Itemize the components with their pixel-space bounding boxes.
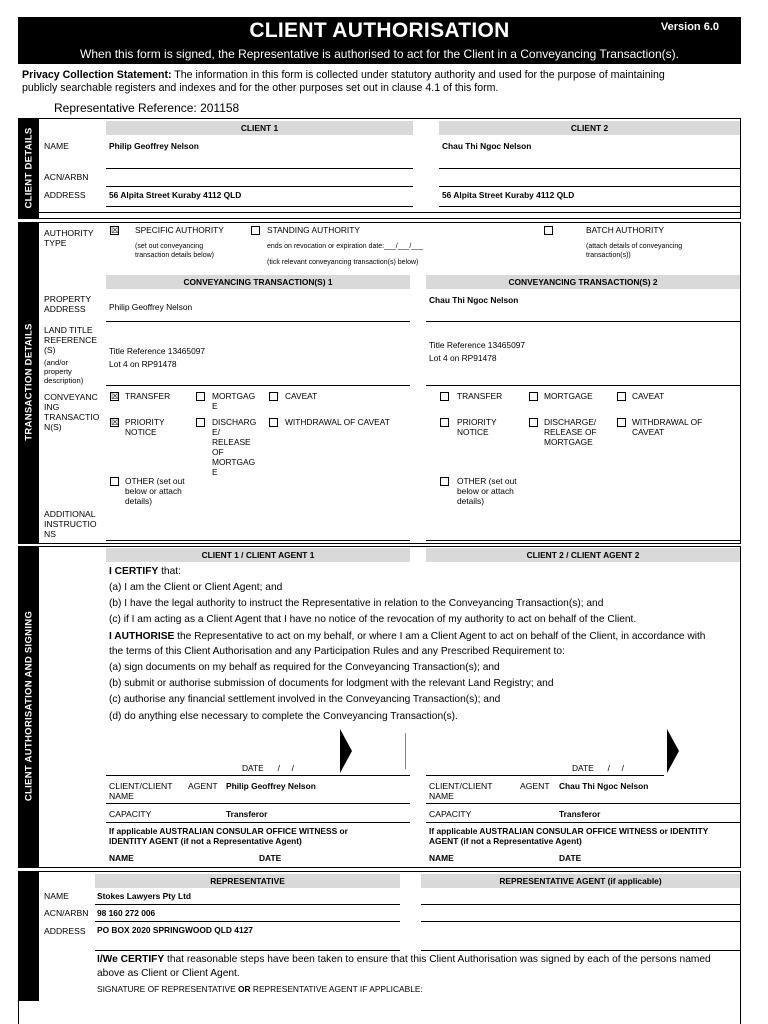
t1-discharge-checkbox[interactable]	[196, 418, 205, 427]
t1-transfer-label: TRANSFER	[125, 391, 171, 401]
t1-mortgage-checkbox[interactable]	[196, 392, 205, 401]
client2-header: CLIENT 2	[439, 121, 740, 135]
client-details-bar	[18, 118, 39, 219]
privacy-text: The information in this form is collected under statutory authority and used for the purpose of maintaining	[171, 69, 665, 81]
agent2-name-label: CLIENT/CLIENT AGENT NAME	[429, 781, 550, 801]
privacy-text-2: publicly searchable registers and indexes and for the other purposes set out in clause 4.1 of this form.	[22, 81, 499, 94]
client-details-label: CLIENT DETAILS	[23, 127, 34, 209]
t1-mortgage-label: MORTGAG E	[212, 391, 256, 411]
t1-other-label: OTHER (set out below or attach details)	[125, 476, 185, 506]
client1-name[interactable]: Philip Geoffrey Nelson	[109, 141, 199, 151]
client2-address[interactable]: 56 Alpita Street Kuraby 4112 QLD	[442, 190, 575, 200]
land-title-label: LAND TITLE REFERENCE (S)	[44, 325, 98, 355]
representative-name[interactable]: Stokes Lawyers Pty Ltd	[97, 891, 192, 901]
representative-agent-header: REPRESENTATIVE AGENT (if applicable)	[421, 874, 740, 888]
conveyancing-transactions-label: CONVEYANC ING TRANSACTIO N(S)	[44, 392, 100, 432]
signing-label: CLIENT AUTHORISATION AND SIGNING	[23, 610, 34, 802]
specific-authority-note: (set out conveyancing transaction details below)	[135, 243, 214, 259]
specific-authority-label: SPECIFIC AUTHORITY	[135, 225, 224, 235]
client-agent1-header: CLIENT 1 / CLIENT AGENT 1	[106, 548, 410, 562]
t1-caveat-label: CAVEAT	[285, 391, 318, 401]
agent1-date[interactable]: DATE / /	[242, 763, 294, 773]
transaction2-header: CONVEYANCING TRANSACTION(S) 2	[426, 275, 740, 289]
t1-transfer-checkbox[interactable]: ☒	[111, 391, 120, 401]
agent1-capacity[interactable]: Transferor	[226, 809, 268, 819]
privacy-statement	[22, 69, 738, 94]
transaction1-header: CONVEYANCING TRANSACTION(S) 1	[106, 275, 410, 289]
privacy-label: Privacy Collection Statement:	[22, 69, 172, 81]
t2-priority-checkbox[interactable]	[440, 418, 449, 427]
t2-priority-label: PRIORITY NOTICE	[457, 417, 497, 437]
agent2-capacity-label: CAPACITY	[429, 809, 472, 819]
witness1-date-label: DATE	[259, 853, 282, 863]
property-address-label: PROPERTY ADDRESS	[44, 294, 92, 314]
certify-item-a: (a) I am the Client or Client Agent; and	[109, 582, 283, 593]
representative-header: REPRESENTATIVE	[95, 874, 400, 888]
specific-authority-checkbox[interactable]: ☒	[111, 225, 120, 235]
witness1-name-label: NAME	[109, 853, 134, 863]
agent2-capacity[interactable]: Transferor	[559, 809, 601, 819]
witness2-name-label: NAME	[429, 853, 454, 863]
rep-acn-label: ACN/ARBN	[44, 908, 89, 918]
t1-other-checkbox[interactable]	[110, 477, 119, 486]
sign-here-arrow-2-icon	[667, 729, 679, 773]
certify-statement: I CERTIFY that:	[109, 566, 181, 577]
certify-item-c: (c) if I am acting as a Client Agent that I have no notice of the revocation of my authority to act on behalf of the Client.	[109, 614, 637, 625]
representative-reference: Representative Reference: 201158	[54, 101, 240, 115]
witness2-date-label: DATE	[559, 853, 582, 863]
client1-address[interactable]: 56 Alpita Street Kuraby 4112 QLD	[109, 190, 242, 200]
authorise-item-d: (d) do anything else necessary to complete the Conveyancing Transaction(s).	[109, 711, 458, 722]
land-title-sublabel: (and/or property description)	[44, 358, 84, 385]
agent2-witness-note: If applicable AUSTRALIAN CONSULAR OFFICE WITNESS or IDENTITY AGENT (if not a Representative Agent)	[429, 826, 709, 846]
t1-caveat-checkbox[interactable]	[269, 392, 278, 401]
agent1-capacity-label: CAPACITY	[109, 809, 152, 819]
address-label: ADDRESS	[44, 190, 86, 200]
t2-other-label: OTHER (set out below or attach details)	[457, 476, 517, 506]
name-label: NAME	[44, 141, 69, 151]
batch-authority-note: (attach details of conveyancing transaction(s))	[586, 243, 683, 259]
transaction1-property[interactable]: Philip Geoffrey Nelson	[109, 302, 193, 312]
batch-authority-label: BATCH AUTHORITY	[586, 225, 665, 235]
agent1-witness-note: If applicable AUSTRALIAN CONSULAR OFFICE WITNESS or IDENTITY AGENT (if not a Representative Agent)	[109, 826, 348, 846]
t1-withdrawal-checkbox[interactable]	[269, 418, 278, 427]
client1-header: CLIENT 1	[106, 121, 413, 135]
agent2-name[interactable]: Chau Thi Ngoc Nelson	[559, 781, 649, 791]
transaction2-land-title[interactable]: Title Reference 13465097 Lot 4 on RP91478	[429, 340, 526, 363]
batch-authority-checkbox[interactable]	[544, 226, 553, 235]
authority-type-label: AUTHORITY TYPE	[44, 228, 94, 248]
standing-authority-note: ends on revocation or expiration date:___/___/___	[267, 243, 424, 250]
authorise-item-a: (a) sign documents on my behalf as required for the Conveyancing Transaction(s); and	[109, 662, 500, 673]
t2-mortgage-label: MORTGAGE	[544, 391, 593, 401]
authorise-statement: I AUTHORISE the Representative to act on my behalf, or where I am a Client Agent to act on behalf of the Client, in accordance with	[109, 631, 706, 642]
form-header	[18, 17, 741, 64]
sign-here-arrow-1-icon	[340, 729, 352, 773]
form-subtitle: When this form is signed, the Representative is authorised to act for the Client in a Conveyancing Transaction(s).	[80, 47, 679, 61]
t1-priority-checkbox[interactable]: ☒	[111, 417, 120, 427]
rep-signature-label: SIGNATURE OF REPRESENTATIVE OR REPRESENTATIVE AGENT IF APPLICABLE:	[97, 984, 423, 994]
signing-bar	[18, 546, 39, 868]
transaction2-property[interactable]: Chau Thi Ngoc Nelson	[429, 295, 519, 305]
transaction1-land-title[interactable]: Title Reference 13465097 Lot 4 on RP91478	[109, 346, 206, 369]
standing-authority-note-2: (tick relevant conveyancing transaction(s) below)	[267, 259, 419, 266]
t2-withdrawal-label: WITHDRAWAL OF CAVEAT	[632, 417, 703, 437]
authorise-item-c: (c) authorise any financial settlement involved in the Conveyancing Transaction(s); and	[109, 694, 501, 705]
transaction-details-bar	[18, 222, 39, 544]
transaction-details-label: TRANSACTION DETAILS	[23, 323, 34, 441]
rep-certify-statement: I/We CERTIFY that reasonable steps have been taken to ensure that this Client Authorisation was signed by each of the persons named above as Client or Client Agent.	[97, 954, 711, 979]
additional-instructions-label: ADDITIONAL INSTRUCTIO NS	[44, 509, 97, 539]
agent1-name-label: CLIENT/CLIENT AGENT NAME	[109, 781, 218, 801]
representative-address[interactable]: PO BOX 2020 SPRINGWOOD QLD 4127	[97, 925, 253, 935]
t2-withdrawal-checkbox[interactable]	[617, 418, 626, 427]
acn-label: ACN/ARBN	[44, 172, 89, 182]
t1-withdrawal-label: WITHDRAWAL OF CAVEAT	[285, 417, 390, 427]
standing-authority-label: STANDING AUTHORITY	[267, 225, 360, 235]
t2-mortgage-checkbox[interactable]	[529, 392, 538, 401]
t2-discharge-checkbox[interactable]	[529, 418, 538, 427]
t1-discharge-label: DISCHARG E/ RELEASE OF MORTGAG E	[212, 417, 257, 477]
agent1-name[interactable]: Philip Geoffrey Nelson	[226, 781, 316, 791]
t2-discharge-label: DISCHARGE/ RELEASE OF MORTGAGE	[544, 417, 597, 447]
certify-item-b: (b) I have the legal authority to instruct the Representative in relation to the Conveyancing Transaction(s); and	[109, 598, 604, 609]
client-agent2-header: CLIENT 2 / CLIENT AGENT 2	[426, 548, 740, 562]
t2-caveat-label: CAVEAT	[632, 391, 665, 401]
form-title: CLIENT AUTHORISATION	[249, 19, 510, 42]
t2-other-checkbox[interactable]	[440, 477, 449, 486]
t2-caveat-checkbox[interactable]	[617, 392, 626, 401]
representative-bar	[18, 871, 39, 1001]
t2-transfer-checkbox[interactable]	[440, 392, 449, 401]
rep-name-label: NAME	[44, 891, 69, 901]
t2-transfer-label: TRANSFER	[457, 391, 503, 401]
rep-address-label: ADDRESS	[44, 926, 86, 936]
t1-priority-label: PRIORITY NOTICE	[125, 417, 165, 437]
authorise-item-b: (b) submit or authorise submission of documents for lodgment with the relevant Land Registry; and	[109, 678, 554, 689]
client2-name[interactable]: Chau Thi Ngoc Nelson	[442, 141, 532, 151]
version-label: Version 6.0	[660, 21, 719, 33]
authorise-line-2: the terms of this Client Authorisation and any Participation Rules and any Prescribed Requirement to:	[109, 646, 565, 657]
representative-acn[interactable]: 98 160 272 006	[97, 908, 156, 918]
agent2-date[interactable]: DATE / /	[572, 763, 624, 773]
standing-authority-checkbox[interactable]	[251, 226, 260, 235]
